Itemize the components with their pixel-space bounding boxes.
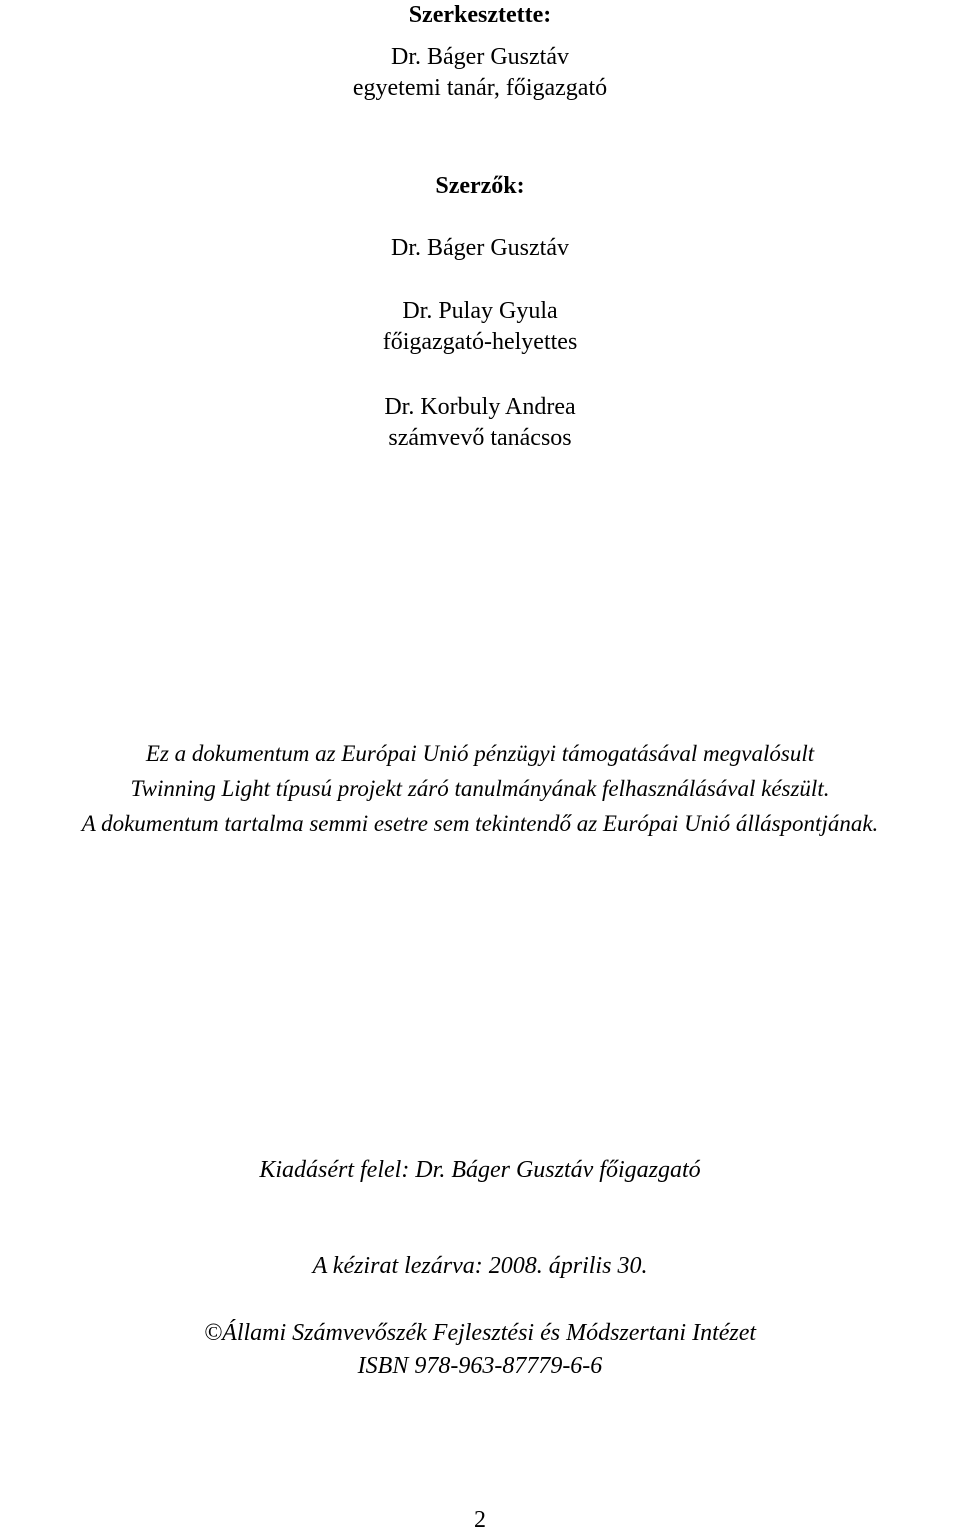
editor-heading: Szerkesztette: bbox=[408, 2, 552, 28]
manuscript-closed-date: A kézirat lezárva: 2008. április 30. bbox=[312, 1253, 648, 1279]
publisher-responsible: Kiadásért felel: Dr. Báger Gusztáv főigazgató bbox=[259, 1157, 701, 1183]
editor-name: Dr. Báger Gusztáv bbox=[391, 44, 569, 70]
author-name: Dr. Báger Gusztáv bbox=[391, 235, 569, 261]
disclaimer-line: Ez a dokumentum az Európai Unió pénzügyi támogatásával megvalósult bbox=[145, 741, 815, 766]
author-title: főigazgató-helyettes bbox=[382, 329, 578, 355]
authors-heading: Szerzők: bbox=[435, 173, 525, 199]
editor-title: egyetemi tanár, főigazgató bbox=[352, 75, 608, 101]
isbn: ISBN 978-963-87779-6-6 bbox=[357, 1353, 603, 1379]
copyright-notice: ©Állami Számvevőszék Fejlesztési és Módszertani Intézet bbox=[203, 1320, 757, 1346]
page-number: 2 bbox=[474, 1507, 486, 1533]
disclaimer-line: Twinning Light típusú projekt záró tanulmányának felhasználásával készült. bbox=[130, 776, 830, 801]
author-name: Dr. Pulay Gyula bbox=[402, 298, 558, 324]
author-title: számvevő tanácsos bbox=[388, 425, 572, 451]
author-name: Dr. Korbuly Andrea bbox=[384, 394, 576, 420]
disclaimer-line: A dokumentum tartalma semmi esetre sem tekintendő az Európai Unió álláspontjának. bbox=[81, 811, 879, 836]
